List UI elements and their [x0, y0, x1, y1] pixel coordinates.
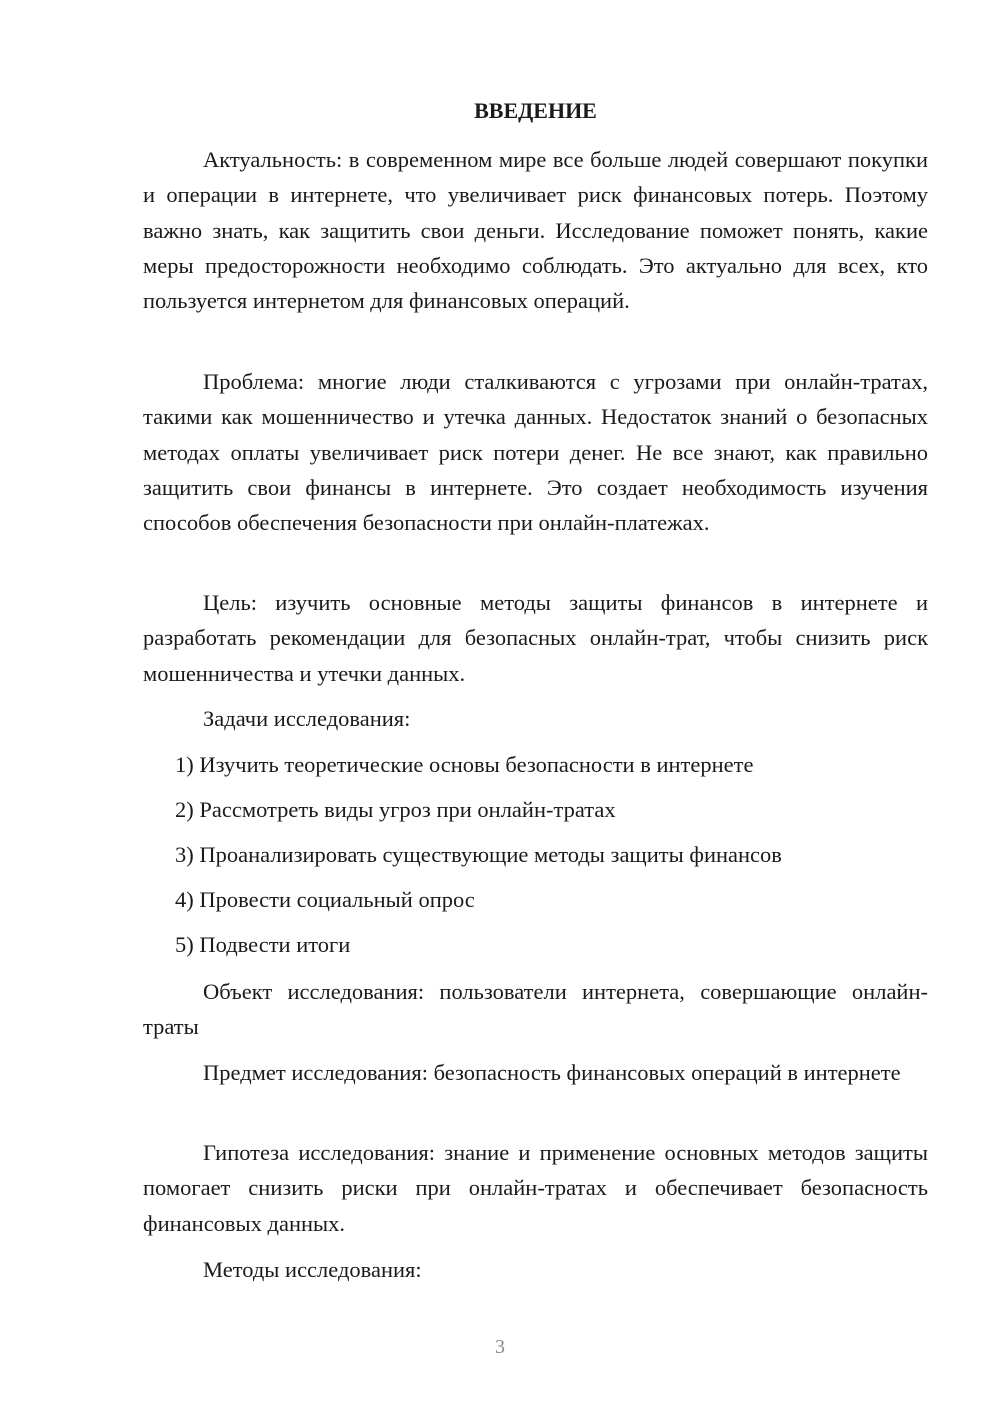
object-paragraph: Объект исследования: пользователи интернета, совершающие онлайн-траты	[143, 979, 928, 1040]
hypothesis-paragraph: Гипотеза исследования: знание и применение основных методов защиты помогает снизить риски при онлайн-тратах и обеспечивает безопасность финансовых данных.	[143, 1140, 928, 1236]
task-item: 4) Провести социальный опрос	[175, 887, 475, 912]
relevance-paragraph: Актуальность: в современном мире все больше людей совершают покупки и операции в интернете, что увеличивает риск финансовых потерь. Поэтому важно знать, как защитить свои деньги. Исследование поможет понять, какие меры предосторожности необходимо соблюдать. Это актуально для всех, кто пользуется интернетом для финансовых операций.	[143, 147, 928, 314]
task-item: 1) Изучить теоретические основы безопасности в интернете	[175, 752, 754, 777]
methods-title: Методы исследования:	[203, 1257, 422, 1282]
goal-paragraph: Цель: изучить основные методы защиты финансов в интернете и разработать рекомендации для безопасных онлайн-трат, чтобы снизить риск мошенничества и утечки данных.	[143, 590, 928, 686]
task-item: 2) Рассмотреть виды угроз при онлайн-тратах	[175, 797, 616, 822]
section-heading: ВВЕДЕНИЕ	[474, 98, 597, 123]
subject-paragraph: Предмет исследования: безопасность финансовых операций в интернете	[203, 1060, 901, 1085]
problem-paragraph: Проблема: многие люди сталкиваются с угрозами при онлайн-тратах, такими как мошенничество и утечка данных. Недостаток знаний о безопасных методах оплаты увеличивает риск потери денег. Не все знают, как правильно защитить свои финансы в интернете. Это создает необходимость изучения способов обеспечения безопасности при онлайн-платежах.	[143, 369, 928, 536]
task-item: 3) Проанализировать существующие методы защиты финансов	[175, 842, 782, 867]
tasks-title: Задачи исследования:	[203, 706, 411, 731]
task-item: 5) Подвести итоги	[175, 932, 351, 957]
page-number: 3	[495, 1336, 505, 1358]
